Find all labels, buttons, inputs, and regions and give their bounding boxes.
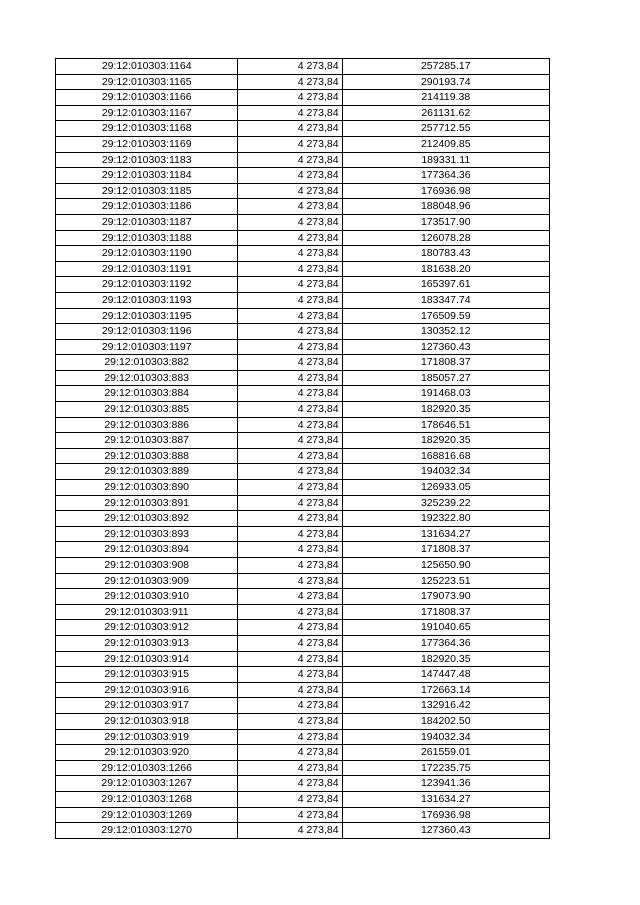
value-cell: 180783.43: [342, 246, 549, 262]
cadastral-number-cell: 29:12:010303:885: [56, 402, 238, 418]
area-cell: 4 273,84: [238, 448, 342, 464]
area-cell: 4 273,84: [238, 807, 342, 823]
area-cell: 4 273,84: [238, 152, 342, 168]
value-cell: 176509.59: [342, 308, 549, 324]
value-cell: 147447.48: [342, 667, 549, 683]
area-cell: 4 273,84: [238, 74, 342, 90]
cadastral-number-cell: 29:12:010303:911: [56, 604, 238, 620]
value-cell: 188048.96: [342, 199, 549, 215]
area-cell: 4 273,84: [238, 573, 342, 589]
area-cell: 4 273,84: [238, 214, 342, 230]
table-row: [56, 823, 550, 839]
value-cell: 290193.74: [342, 74, 549, 90]
table-row: [56, 417, 550, 433]
area-cell: 4 273,84: [238, 292, 342, 308]
cadastral-number-cell: 29:12:010303:1187: [56, 214, 238, 230]
area-cell: 4 273,84: [238, 511, 342, 527]
cadastral-number-cell: 29:12:010303:915: [56, 667, 238, 683]
table-row: [56, 558, 550, 574]
value-cell: 131634.27: [342, 791, 549, 807]
cadastral-number-cell: 29:12:010303:888: [56, 448, 238, 464]
value-cell: 257712.55: [342, 121, 549, 137]
cadastral-number-cell: 29:12:010303:1195: [56, 308, 238, 324]
cadastral-number-cell: 29:12:010303:886: [56, 417, 238, 433]
area-cell: 4 273,84: [238, 136, 342, 152]
cadastral-number-cell: 29:12:010303:920: [56, 745, 238, 761]
cadastral-number-cell: 29:12:010303:1190: [56, 246, 238, 262]
area-cell: 4 273,84: [238, 823, 342, 839]
value-cell: 127360.43: [342, 339, 549, 355]
area-cell: 4 273,84: [238, 667, 342, 683]
value-cell: 181638.20: [342, 261, 549, 277]
area-cell: 4 273,84: [238, 745, 342, 761]
area-cell: 4 273,84: [238, 59, 342, 75]
area-cell: 4 273,84: [238, 620, 342, 636]
cadastral-number-cell: 29:12:010303:1188: [56, 230, 238, 246]
table-row: [56, 261, 550, 277]
table-row: [56, 355, 550, 371]
area-cell: 4 273,84: [238, 698, 342, 714]
cadastral-number-cell: 29:12:010303:912: [56, 620, 238, 636]
value-cell: 191468.03: [342, 386, 549, 402]
area-cell: 4 273,84: [238, 199, 342, 215]
table-row: [56, 121, 550, 137]
table-row: [56, 168, 550, 184]
table-row: [56, 308, 550, 324]
area-cell: 4 273,84: [238, 542, 342, 558]
table-row: [56, 511, 550, 527]
area-cell: 4 273,84: [238, 339, 342, 355]
value-cell: 130352.12: [342, 324, 549, 340]
value-cell: 132916.42: [342, 698, 549, 714]
cadastral-value-table: [55, 58, 550, 839]
area-cell: 4 273,84: [238, 386, 342, 402]
value-cell: 191040.65: [342, 620, 549, 636]
cadastral-number-cell: 29:12:010303:1165: [56, 74, 238, 90]
cadastral-number-cell: 29:12:010303:1166: [56, 90, 238, 106]
cadastral-number-cell: 29:12:010303:917: [56, 698, 238, 714]
value-cell: 185057.27: [342, 370, 549, 386]
area-cell: 4 273,84: [238, 791, 342, 807]
value-cell: 182920.35: [342, 402, 549, 418]
area-cell: 4 273,84: [238, 355, 342, 371]
table-body: [56, 59, 550, 839]
table-row: [56, 214, 550, 230]
area-cell: 4 273,84: [238, 402, 342, 418]
cadastral-number-cell: 29:12:010303:910: [56, 589, 238, 605]
value-cell: 194032.34: [342, 729, 549, 745]
area-cell: 4 273,84: [238, 230, 342, 246]
cadastral-number-cell: 29:12:010303:1169: [56, 136, 238, 152]
table-row: [56, 277, 550, 293]
table-row: [56, 370, 550, 386]
table-row: [56, 620, 550, 636]
table-row: [56, 589, 550, 605]
cadastral-number-cell: 29:12:010303:882: [56, 355, 238, 371]
area-cell: 4 273,84: [238, 760, 342, 776]
table-row: [56, 729, 550, 745]
area-cell: 4 273,84: [238, 168, 342, 184]
value-cell: 165397.61: [342, 277, 549, 293]
area-cell: 4 273,84: [238, 324, 342, 340]
table-row: [56, 526, 550, 542]
table-row: [56, 791, 550, 807]
value-cell: 189331.11: [342, 152, 549, 168]
table-row: [56, 495, 550, 511]
table-row: [56, 339, 550, 355]
cadastral-number-cell: 29:12:010303:1196: [56, 324, 238, 340]
table-row: [56, 230, 550, 246]
table-row: [56, 152, 550, 168]
table-row: [56, 760, 550, 776]
cadastral-number-cell: 29:12:010303:1168: [56, 121, 238, 137]
area-cell: 4 273,84: [238, 370, 342, 386]
cadastral-number-cell: 29:12:010303:919: [56, 729, 238, 745]
cadastral-number-cell: 29:12:010303:1270: [56, 823, 238, 839]
value-cell: 182920.35: [342, 651, 549, 667]
value-cell: 127360.43: [342, 823, 549, 839]
table-row: [56, 573, 550, 589]
table-row: [56, 105, 550, 121]
area-cell: 4 273,84: [238, 589, 342, 605]
cadastral-number-cell: 29:12:010303:909: [56, 573, 238, 589]
cadastral-number-cell: 29:12:010303:1186: [56, 199, 238, 215]
table-row: [56, 74, 550, 90]
table-row: [56, 604, 550, 620]
area-cell: 4 273,84: [238, 183, 342, 199]
value-cell: 192322.80: [342, 511, 549, 527]
table-row: [56, 199, 550, 215]
cadastral-number-cell: 29:12:010303:913: [56, 635, 238, 651]
area-cell: 4 273,84: [238, 308, 342, 324]
value-cell: 183347.74: [342, 292, 549, 308]
cadastral-number-cell: 29:12:010303:914: [56, 651, 238, 667]
cadastral-number-cell: 29:12:010303:1266: [56, 760, 238, 776]
value-cell: 125650.90: [342, 558, 549, 574]
area-cell: 4 273,84: [238, 433, 342, 449]
cadastral-number-cell: 29:12:010303:889: [56, 464, 238, 480]
value-cell: 261559.01: [342, 745, 549, 761]
table-row: [56, 402, 550, 418]
table-row: [56, 480, 550, 496]
cadastral-number-cell: 29:12:010303:1269: [56, 807, 238, 823]
area-cell: 4 273,84: [238, 635, 342, 651]
value-cell: 212409.85: [342, 136, 549, 152]
value-cell: 176936.98: [342, 183, 549, 199]
area-cell: 4 273,84: [238, 480, 342, 496]
value-cell: 257285.17: [342, 59, 549, 75]
area-cell: 4 273,84: [238, 651, 342, 667]
area-cell: 4 273,84: [238, 261, 342, 277]
cadastral-number-cell: 29:12:010303:1192: [56, 277, 238, 293]
value-cell: 171808.37: [342, 542, 549, 558]
area-cell: 4 273,84: [238, 277, 342, 293]
area-cell: 4 273,84: [238, 105, 342, 121]
table-row: [56, 745, 550, 761]
value-cell: 173517.90: [342, 214, 549, 230]
table-row: [56, 448, 550, 464]
value-cell: 172663.14: [342, 682, 549, 698]
value-cell: 325239.22: [342, 495, 549, 511]
value-cell: 171808.37: [342, 604, 549, 620]
value-cell: 168816.68: [342, 448, 549, 464]
value-cell: 182920.35: [342, 433, 549, 449]
value-cell: 179073.90: [342, 589, 549, 605]
area-cell: 4 273,84: [238, 526, 342, 542]
area-cell: 4 273,84: [238, 495, 342, 511]
cadastral-number-cell: 29:12:010303:892: [56, 511, 238, 527]
table-row: [56, 324, 550, 340]
cadastral-number-cell: 29:12:010303:1267: [56, 776, 238, 792]
cadastral-number-cell: 29:12:010303:908: [56, 558, 238, 574]
table-row: [56, 682, 550, 698]
area-cell: 4 273,84: [238, 417, 342, 433]
table-row: [56, 59, 550, 75]
value-cell: 125223.51: [342, 573, 549, 589]
cadastral-number-cell: 29:12:010303:884: [56, 386, 238, 402]
cadastral-number-cell: 29:12:010303:1268: [56, 791, 238, 807]
value-cell: 177364.36: [342, 635, 549, 651]
cadastral-number-cell: 29:12:010303:1197: [56, 339, 238, 355]
table-row: [56, 698, 550, 714]
cadastral-number-cell: 29:12:010303:1185: [56, 183, 238, 199]
value-cell: 131634.27: [342, 526, 549, 542]
cadastral-number-cell: 29:12:010303:883: [56, 370, 238, 386]
table-row: [56, 292, 550, 308]
area-cell: 4 273,84: [238, 604, 342, 620]
value-cell: 176936.98: [342, 807, 549, 823]
cadastral-number-cell: 29:12:010303:891: [56, 495, 238, 511]
table-row: [56, 542, 550, 558]
value-cell: 214119.38: [342, 90, 549, 106]
value-cell: 184202.50: [342, 713, 549, 729]
cadastral-number-cell: 29:12:010303:916: [56, 682, 238, 698]
table-row: [56, 90, 550, 106]
value-cell: 194032.34: [342, 464, 549, 480]
table-row: [56, 136, 550, 152]
value-cell: 171808.37: [342, 355, 549, 371]
cadastral-number-cell: 29:12:010303:890: [56, 480, 238, 496]
value-cell: 261131.62: [342, 105, 549, 121]
table-row: [56, 667, 550, 683]
value-cell: 126933.05: [342, 480, 549, 496]
cadastral-number-cell: 29:12:010303:1183: [56, 152, 238, 168]
table-row: [56, 433, 550, 449]
area-cell: 4 273,84: [238, 121, 342, 137]
area-cell: 4 273,84: [238, 558, 342, 574]
table-row: [56, 713, 550, 729]
table-row: [56, 807, 550, 823]
cadastral-number-cell: 29:12:010303:1164: [56, 59, 238, 75]
table-row: [56, 651, 550, 667]
area-cell: 4 273,84: [238, 729, 342, 745]
cadastral-number-cell: 29:12:010303:894: [56, 542, 238, 558]
area-cell: 4 273,84: [238, 90, 342, 106]
cadastral-number-cell: 29:12:010303:893: [56, 526, 238, 542]
table-row: [56, 464, 550, 480]
value-cell: 126078.28: [342, 230, 549, 246]
value-cell: 172235.75: [342, 760, 549, 776]
cadastral-number-cell: 29:12:010303:1184: [56, 168, 238, 184]
table-row: [56, 635, 550, 651]
area-cell: 4 273,84: [238, 464, 342, 480]
area-cell: 4 273,84: [238, 682, 342, 698]
area-cell: 4 273,84: [238, 713, 342, 729]
cadastral-number-cell: 29:12:010303:1167: [56, 105, 238, 121]
value-cell: 178646.51: [342, 417, 549, 433]
table-row: [56, 386, 550, 402]
area-cell: 4 273,84: [238, 246, 342, 262]
cadastral-number-cell: 29:12:010303:918: [56, 713, 238, 729]
value-cell: 123941.36: [342, 776, 549, 792]
cadastral-number-cell: 29:12:010303:1193: [56, 292, 238, 308]
cadastral-number-cell: 29:12:010303:887: [56, 433, 238, 449]
cadastral-number-cell: 29:12:010303:1191: [56, 261, 238, 277]
table-row: [56, 776, 550, 792]
table-row: [56, 183, 550, 199]
area-cell: 4 273,84: [238, 776, 342, 792]
value-cell: 177364.36: [342, 168, 549, 184]
table-row: [56, 246, 550, 262]
